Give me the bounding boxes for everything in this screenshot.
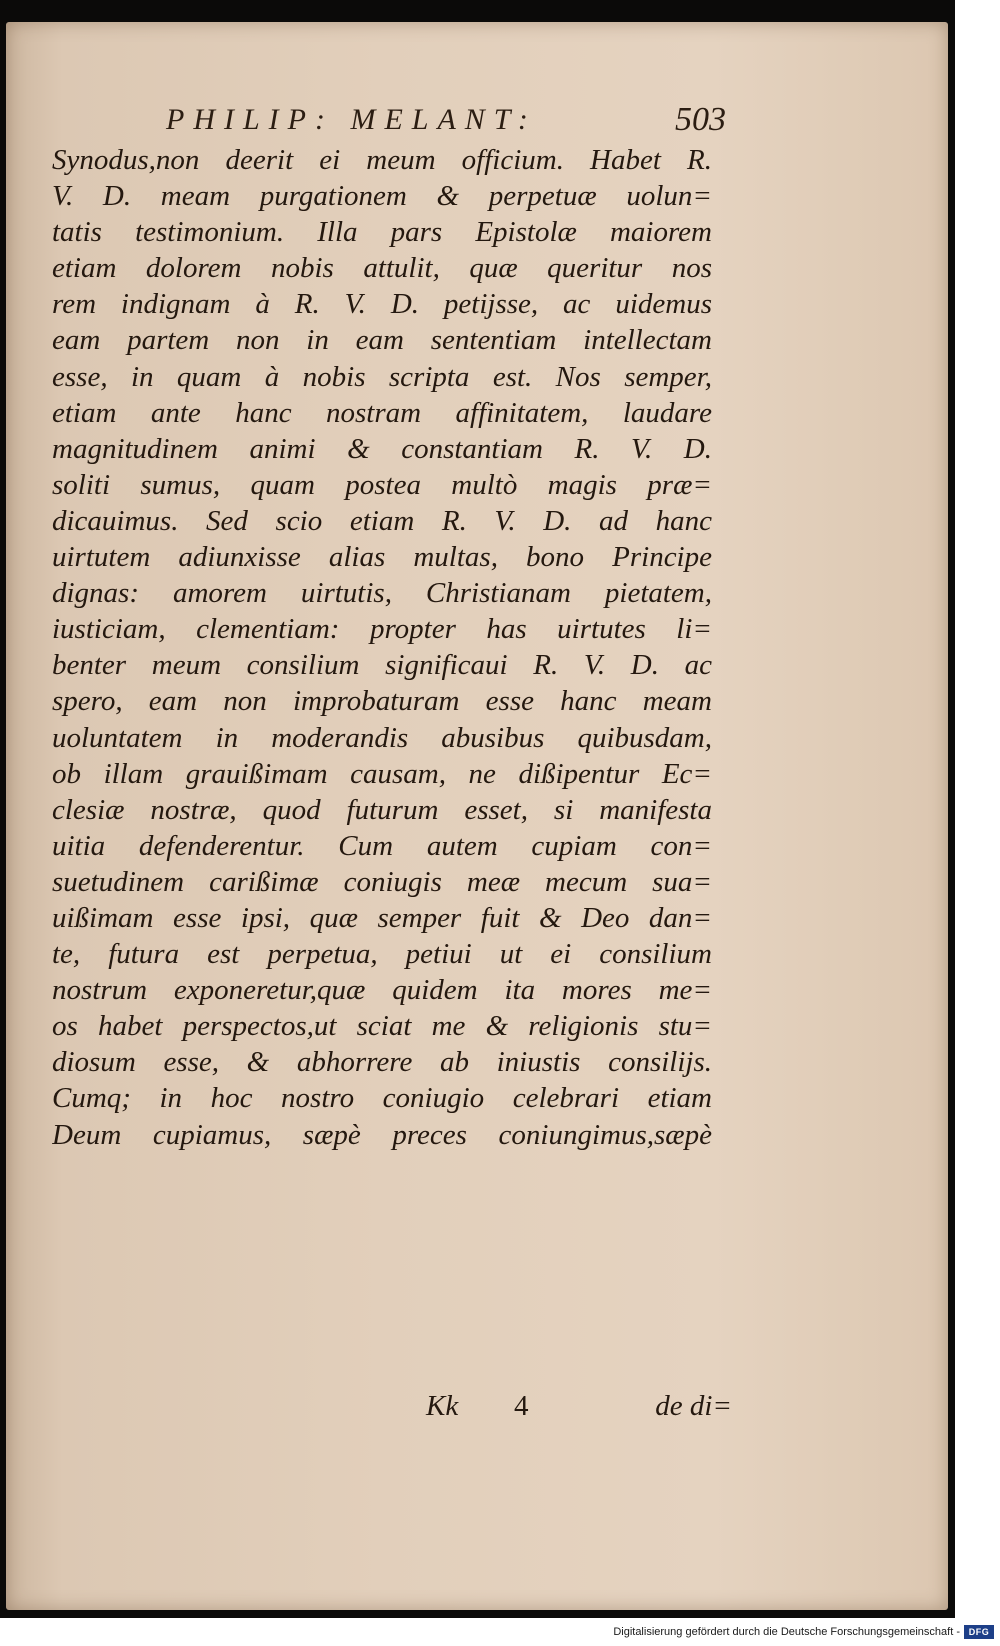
text-line: clesiæ nostræ, quod futurum esset, si manifesta <box>52 793 712 826</box>
text-line: V. D. meam purgationem & perpetuæ uolun= <box>52 180 712 213</box>
text-line: uißimam esse ipsi, quæ semper fuit & Deo dan= <box>52 901 712 934</box>
text-line: etiam ante hanc nostram affinitatem, laudare <box>52 396 712 429</box>
book-page <box>6 22 948 1610</box>
text-line: diosum esse, & abhorrere ab iniustis consilijs. <box>52 1046 712 1079</box>
text-line: iusticiam, clementiam: propter has uirtutes li= <box>52 613 712 646</box>
text-line: eam partem non in eam sententiam intellectam <box>52 324 712 357</box>
text-line: Cumq; in hoc nostro coniugio celebrari etiam <box>52 1082 712 1115</box>
text-line: dignas: amorem uirtutis, Christianam pietatem, <box>52 577 712 610</box>
catchword: de di= <box>655 1390 732 1422</box>
dfg-logo: DFG <box>964 1625 994 1639</box>
text-line: etiam dolorem nobis attulit, quæ queritur nos <box>52 252 712 285</box>
catchline <box>426 1390 732 1430</box>
text-line: te, futura est perpetua, petiui ut ei consilium <box>52 938 712 971</box>
text-line: spero, eam non improbaturam esse hanc meam <box>52 685 712 718</box>
text-line: uitia defenderentur. Cum autem cupiam con= <box>52 829 712 862</box>
text-line: Deum cupiamus, sæpè preces coniungimus,sæpè <box>52 1118 712 1151</box>
text-line: uirtutem adiunxisse alias multas, bono Principe <box>52 541 712 574</box>
text-line: soliti sumus, quam postea multò magis præ= <box>52 468 712 501</box>
text-line: os habet perspectos,ut sciat me & religionis stu= <box>52 1010 712 1043</box>
body-text <box>52 142 712 1153</box>
text-line: suetudinem carißimæ coniugis meæ mecum sua= <box>52 865 712 898</box>
text-line: benter meum consilium significaui R. V. D. ac <box>52 649 712 682</box>
text-line: uoluntatem in moderandis abusibus quibusdam, <box>52 721 712 754</box>
signature-mark: Kk <box>426 1390 459 1422</box>
running-title: PHILIP: MELANT: <box>166 103 537 136</box>
text-line: Synodus,non deerit ei meum officium. Habet R. <box>52 144 712 176</box>
digitization-credit: Digitalisierung gefördert durch die Deutsche Forschungsgemeinschaft - <box>613 1626 960 1638</box>
page-number: 503 <box>675 101 726 138</box>
running-head <box>166 100 726 144</box>
text-line: ob illam grauißimam causam, ne dißipentur Ec= <box>52 757 712 790</box>
text-line: rem indignam à R. V. D. petijsse, ac uidemus <box>52 288 712 321</box>
text-line: dicauimus. Sed scio etiam R. V. D. ad hanc <box>52 504 712 537</box>
footer <box>0 1622 1000 1644</box>
text-line: magnitudinem animi & constantiam R. V. D. <box>52 432 712 465</box>
signature-number: 4 <box>514 1390 529 1422</box>
text-line: esse, in quam à nobis scripta est. Nos semper, <box>52 360 712 393</box>
text-line: tatis testimonium. Illa pars Epistolæ maiorem <box>52 216 712 249</box>
text-line: nostrum exponeretur,quæ quidem ita mores me= <box>52 974 712 1007</box>
